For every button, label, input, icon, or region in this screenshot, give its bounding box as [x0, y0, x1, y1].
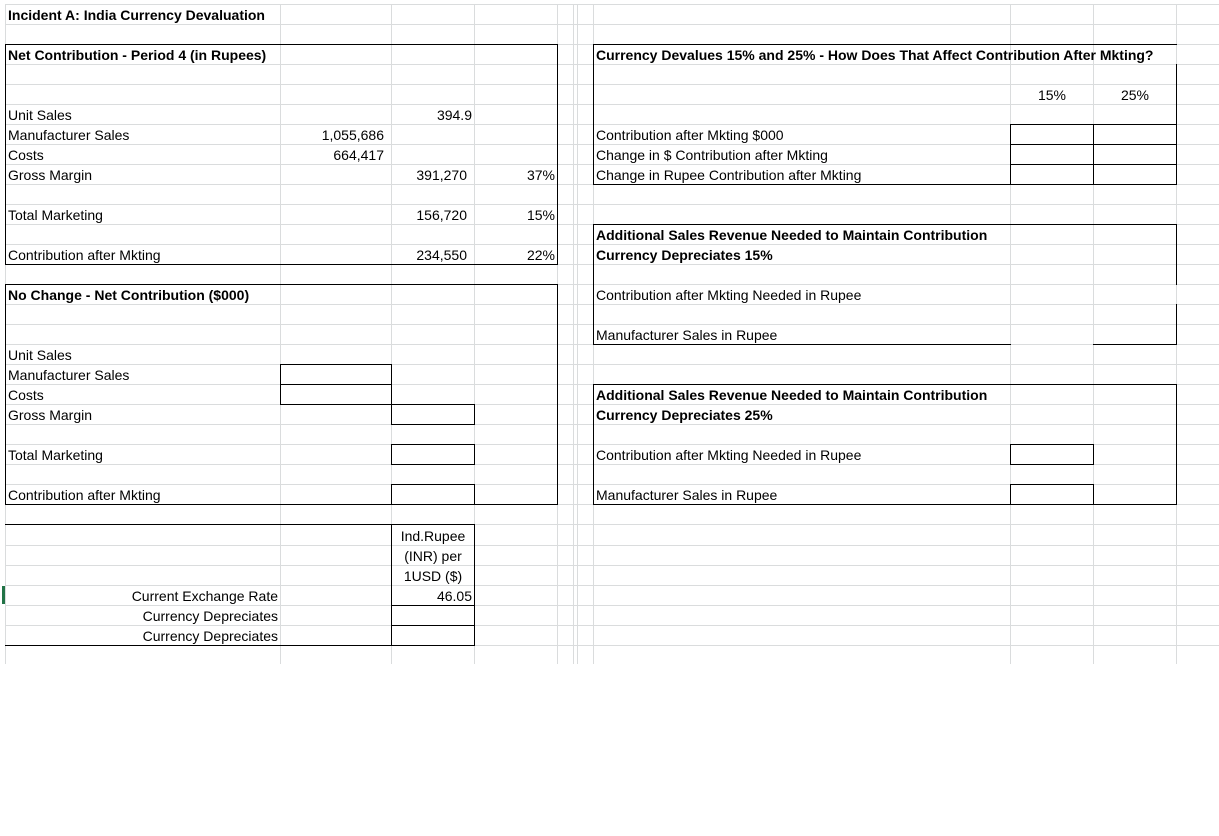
devalue-row-contribution[interactable]: Contribution after Mkting $000	[596, 127, 784, 143]
add25-manufacturer-sales-input[interactable]	[1010, 484, 1094, 505]
gross-margin-label[interactable]: Gross Margin	[8, 167, 93, 183]
col-header-15[interactable]: 15%	[1037, 87, 1067, 103]
contribution-pct[interactable]: 22%	[526, 247, 555, 263]
add25-heading-2[interactable]: Currency Depreciates 25%	[596, 407, 773, 423]
exchange-header-line3[interactable]: 1USD ($)	[403, 568, 463, 584]
nc-gross-margin-input[interactable]	[391, 404, 475, 425]
nc-costs-input[interactable]	[280, 384, 392, 405]
total-marketing-pct[interactable]: 15%	[526, 207, 555, 223]
nc-unit-sales-label[interactable]: Unit Sales	[8, 347, 72, 363]
add25-row-contribution-needed[interactable]: Contribution after Mkting Needed in Rupee	[596, 447, 862, 463]
nc-manufacturer-sales-input[interactable]	[280, 364, 392, 385]
devalue-left-border	[593, 44, 594, 185]
gross-margin-value[interactable]: 391,270	[416, 167, 467, 183]
current-exchange-value[interactable]: 46.05	[436, 588, 472, 604]
current-exchange-label[interactable]: Current Exchange Rate	[131, 588, 278, 604]
add15-heading-1[interactable]: Additional Sales Revenue Needed to Maintain Contribution	[596, 227, 988, 243]
unit-sales-label[interactable]: Unit Sales	[8, 107, 72, 123]
devalue-15-change-rupee-input[interactable]	[1010, 164, 1094, 185]
nc-contribution-input[interactable]	[391, 484, 475, 505]
nc-costs-label[interactable]: Costs	[8, 387, 44, 403]
unit-sales-value[interactable]: 394.9	[436, 107, 472, 123]
exchange-top-border	[5, 524, 475, 525]
add15-right-border-bottom	[1176, 304, 1177, 345]
contribution-label[interactable]: Contribution after Mkting	[8, 247, 161, 263]
devalue-25-contribution-input[interactable]	[1093, 124, 1177, 145]
currency-depreciates-label-1[interactable]: Currency Depreciates	[142, 608, 278, 624]
currency-depreciates-label-2[interactable]: Currency Depreciates	[142, 628, 278, 644]
net-contribution-heading[interactable]: Net Contribution - Period 4 (in Rupees)	[8, 47, 267, 63]
col-header-25[interactable]: 25%	[1120, 87, 1150, 103]
add25-row-manufacturer-sales[interactable]: Manufacturer Sales in Rupee	[596, 487, 778, 503]
exchange-header-line1[interactable]: Ind.Rupee	[400, 528, 466, 544]
devalue-heading[interactable]: Currency Devalues 15% and 25% - How Does That Affect Contribution After Mkting?	[596, 47, 1154, 63]
add15-row-manufacturer-sales[interactable]: Manufacturer Sales in Rupee	[596, 327, 778, 343]
costs-value[interactable]: 664,417	[333, 147, 384, 163]
add25-contribution-needed-input[interactable]	[1010, 444, 1094, 465]
manufacturer-sales-value[interactable]: 1,055,686	[321, 127, 384, 143]
add25-right-border	[1176, 384, 1177, 505]
add15-bottom-border-right	[1093, 344, 1177, 345]
manufacturer-sales-label[interactable]: Manufacturer Sales	[8, 127, 130, 143]
nc-manufacturer-sales-label[interactable]: Manufacturer Sales	[8, 367, 130, 383]
devalue-15-contribution-input[interactable]	[1010, 124, 1094, 145]
devalue-25-change-dollar-input[interactable]	[1093, 144, 1177, 165]
nc-contribution-label[interactable]: Contribution after Mkting	[8, 487, 161, 503]
total-marketing-label[interactable]: Total Marketing	[8, 207, 103, 223]
nc-gross-margin-label[interactable]: Gross Margin	[8, 407, 93, 423]
add25-left-border	[593, 384, 594, 505]
devalue-row-change-rupee[interactable]: Change in Rupee Contribution after Mkting	[596, 167, 862, 183]
nc-total-marketing-label[interactable]: Total Marketing	[8, 447, 103, 463]
devalue-15-change-dollar-input[interactable]	[1010, 144, 1094, 165]
currency-depreciates-input-2[interactable]	[391, 625, 475, 646]
exchange-header-line2[interactable]: (INR) per	[404, 548, 462, 564]
gross-margin-pct[interactable]: 37%	[526, 167, 555, 183]
active-cell-indicator	[2, 586, 5, 604]
total-marketing-value[interactable]: 156,720	[416, 207, 467, 223]
add15-right-border-top	[1176, 224, 1177, 285]
devalue-row-change-dollar[interactable]: Change in $ Contribution after Mkting	[596, 147, 828, 163]
sheet-title[interactable]: Incident A: India Currency Devaluation	[8, 7, 265, 23]
add25-heading-1[interactable]: Additional Sales Revenue Needed to Maintain Contribution	[596, 387, 988, 403]
costs-label[interactable]: Costs	[8, 147, 44, 163]
currency-depreciates-input-1[interactable]	[391, 605, 475, 626]
add15-heading-2[interactable]: Currency Depreciates 15%	[596, 247, 773, 263]
contribution-value[interactable]: 234,550	[416, 247, 467, 263]
add15-row-contribution-needed[interactable]: Contribution after Mkting Needed in Rupee	[596, 287, 862, 303]
nc-total-marketing-input[interactable]	[391, 444, 475, 465]
no-change-heading[interactable]: No Change - Net Contribution ($000)	[8, 287, 250, 303]
add15-left-border	[593, 224, 594, 345]
